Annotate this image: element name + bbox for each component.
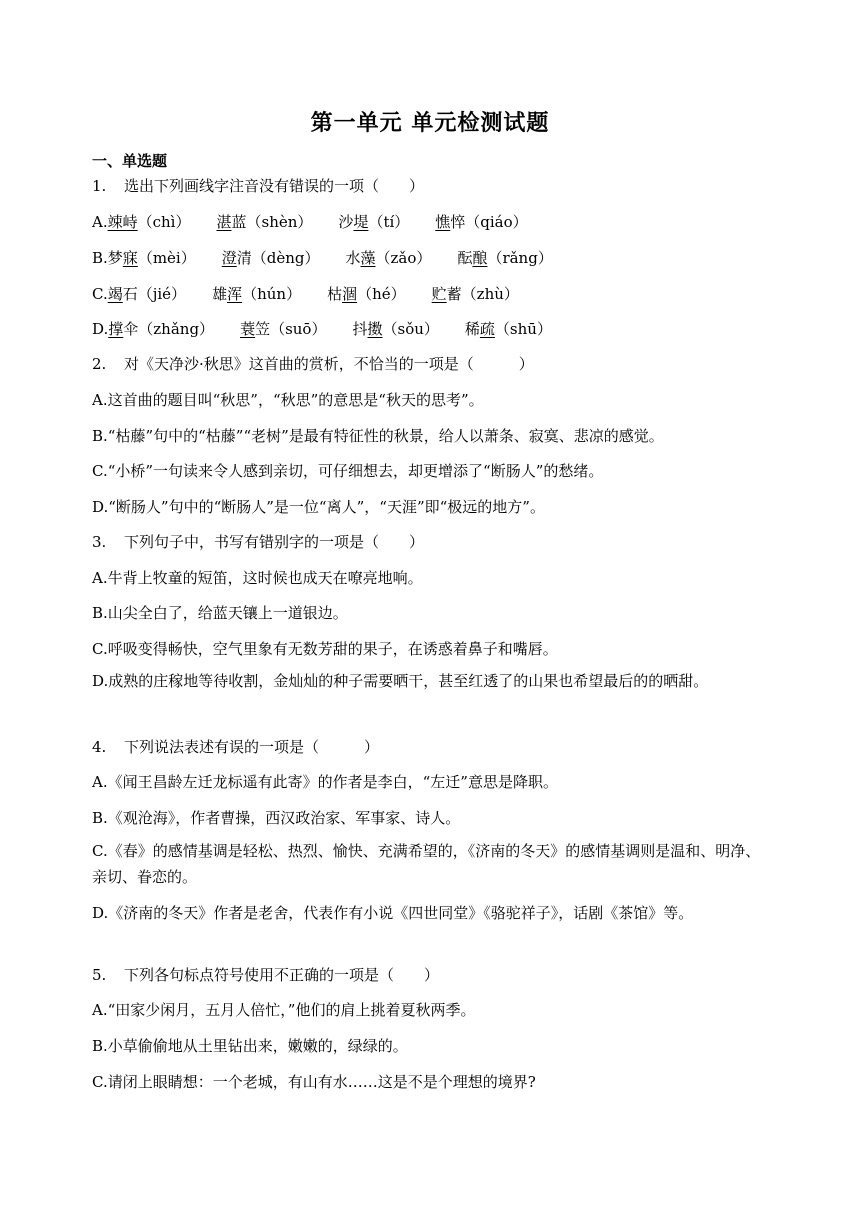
- pinyin-annotation: 笠（suō）: [255, 320, 327, 338]
- option-item: [338, 213, 409, 231]
- option-prefix: 沙: [338, 213, 354, 231]
- question-1-option-d: [92, 318, 578, 339]
- question-3-option-b: B.山尖全白了，给蓝天镶上一道银边。: [92, 604, 348, 622]
- option-prefix: 抖: [352, 320, 368, 338]
- question-text: 下列说法表述有误的一项是（ ）: [124, 738, 380, 756]
- question-2-option-d: D.“断肠人”句中的“断肠人”是一位“离人”，“天涯”即“极远的地方”。: [92, 498, 545, 516]
- section-heading: 一、单选题: [92, 152, 168, 170]
- option-item: [92, 285, 186, 303]
- underlined-character: 憔: [435, 213, 451, 231]
- question-5-option-b: B.小草偷偷地从土里钻出来，嫩嫩的，绿绿的。: [92, 1037, 408, 1055]
- question-4-option-b: B.《观沧海》，作者曹操，西汉政治家、军事家、诗人。: [92, 809, 461, 827]
- question-3-option-d: D.成熟的庄稼地等待收割，金灿灿的种子需要晒干，甚至红透了的山果也希望最后的的晒甜。: [92, 672, 709, 690]
- question-2-option-c: C.“小桥”一句读来令人感到亲切，可仔细想去，却更增添了“断肠人”的愁绪。: [92, 462, 604, 480]
- pinyin-annotation: （hé）: [357, 285, 406, 303]
- option-item: [345, 249, 431, 267]
- question-4-option-a: A.《闻王昌龄左迁龙标遥有此寄》的作者是李白，“左迁”意思是降职。: [92, 773, 558, 791]
- question-text: 选出下列画线字注音没有错误的一项（ ）: [124, 177, 425, 195]
- question-3-option-c: C.呼吸变得畅快，空气里象有无数芳甜的果子，在诱惑着鼻子和嘴唇。: [92, 640, 558, 658]
- option-prefix: 枯: [327, 285, 343, 303]
- pinyin-annotation: （hún）: [242, 285, 302, 303]
- option-item: [222, 249, 320, 267]
- option-item: [212, 285, 301, 303]
- underlined-character: 浑: [227, 285, 243, 303]
- question-5: [92, 964, 439, 985]
- underlined-character: 撑: [108, 320, 124, 338]
- option-prefix: A.: [92, 213, 108, 231]
- question-1-option-c: [92, 283, 545, 304]
- option-prefix: 水: [345, 249, 361, 267]
- pinyin-annotation: 石（jié）: [122, 285, 187, 303]
- underlined-character: 擞: [367, 320, 383, 338]
- question-5-option-a: A.“田家少闲月，五月人倍忙，”他们的肩上挑着夏秋两季。: [92, 1001, 476, 1019]
- option-item: [435, 213, 527, 231]
- pinyin-annotation: 伞（zhǎng）: [123, 320, 215, 338]
- option-item: [432, 285, 519, 303]
- question-5-option-c: C.请闭上眼睛想：一个老城，有山有水……这是不是个理想的境界?: [92, 1073, 536, 1091]
- option-item: [465, 320, 552, 338]
- option-item: [216, 213, 312, 231]
- question-3-option-a: A.牛背上牧童的短笛，这时候也成天在嘹亮地响。: [92, 569, 423, 587]
- underlined-character: 湛: [216, 213, 232, 231]
- pinyin-annotation: （rǎng）: [487, 249, 553, 267]
- option-prefix: B.梦: [92, 249, 123, 267]
- question-number: 3.: [92, 533, 107, 551]
- underlined-character: 竭: [107, 285, 123, 303]
- pinyin-annotation: （mèi）: [137, 249, 196, 267]
- underlined-character: 酿: [472, 249, 488, 267]
- option-prefix: C.: [92, 285, 108, 303]
- option-item: [352, 320, 438, 338]
- option-prefix: 酝: [457, 249, 473, 267]
- pinyin-annotation: （zǎo）: [375, 249, 432, 267]
- pinyin-annotation: 清（dèng）: [236, 249, 320, 267]
- question-4: [92, 736, 379, 757]
- question-1-option-b: [92, 247, 579, 268]
- question-number: 5.: [92, 966, 107, 984]
- question-number: 1.: [92, 177, 107, 195]
- option-item: [92, 320, 214, 338]
- pinyin-annotation: 蓝（shèn）: [231, 213, 313, 231]
- question-text: 下列句子中，书写有错别字的一项是（ ）: [124, 533, 425, 551]
- option-item: [92, 249, 196, 267]
- question-2-option-b: B.“枯藤”句中的“枯藤”“老树”是最有特征性的秋景，给人以萧条、寂寞、悲凉的感觉。: [92, 427, 664, 445]
- pinyin-annotation: 蓄（zhù）: [446, 285, 519, 303]
- option-item: [457, 249, 552, 267]
- pinyin-annotation: 悴（qiáo）: [450, 213, 528, 231]
- underlined-character: 堤: [353, 213, 369, 231]
- underlined-character: 蓑: [240, 320, 256, 338]
- question-1: [92, 175, 424, 196]
- question-2: [92, 353, 534, 374]
- document-title: 第一单元 单元检测试题: [310, 111, 550, 136]
- option-prefix: 雄: [212, 285, 228, 303]
- option-item: [327, 285, 406, 303]
- pinyin-annotation: （tí）: [368, 213, 410, 231]
- question-1-option-a: [92, 211, 554, 232]
- pinyin-annotation: （sǒu）: [382, 320, 439, 338]
- question-2-option-a: A.这首曲的题目叫“秋思”，“秋思”的意思是“秋天的思考”。: [92, 391, 484, 409]
- option-prefix: D.: [92, 320, 109, 338]
- question-3: [92, 531, 424, 552]
- question-4-option-d: D.《济南的冬天》作者是老舍，代表作有小说《四世同堂》《骆驼祥子》，话剧《茶馆》等。: [92, 904, 694, 922]
- underlined-character: 寐: [122, 249, 138, 267]
- underlined-character: 疏: [479, 320, 495, 338]
- question-text: 下列各句标点符号使用不正确的一项是（ ）: [124, 966, 440, 984]
- option-item: [92, 213, 190, 231]
- underlined-character: 涸: [342, 285, 358, 303]
- question-text: 对《天净沙·秋思》这首曲的赏析，不恰当的一项是（ ）: [124, 355, 534, 373]
- underlined-character: 竦峙: [107, 213, 138, 231]
- option-prefix: 稀: [464, 320, 480, 338]
- underlined-character: 藻: [360, 249, 376, 267]
- pinyin-annotation: （shū）: [494, 320, 552, 338]
- underlined-character: 贮: [431, 285, 447, 303]
- pinyin-annotation: （chì）: [137, 213, 191, 231]
- option-item: [240, 320, 326, 338]
- question-number: 4.: [92, 738, 107, 756]
- underlined-character: 澄: [221, 249, 237, 267]
- question-number: 2.: [92, 355, 107, 373]
- question-4-option-c: C.《春》的感情基调是轻松、热烈、愉快、充满希望的，《济南的冬天》的感情基调则是温和、明净、亲切、眷恋的。: [92, 842, 761, 886]
